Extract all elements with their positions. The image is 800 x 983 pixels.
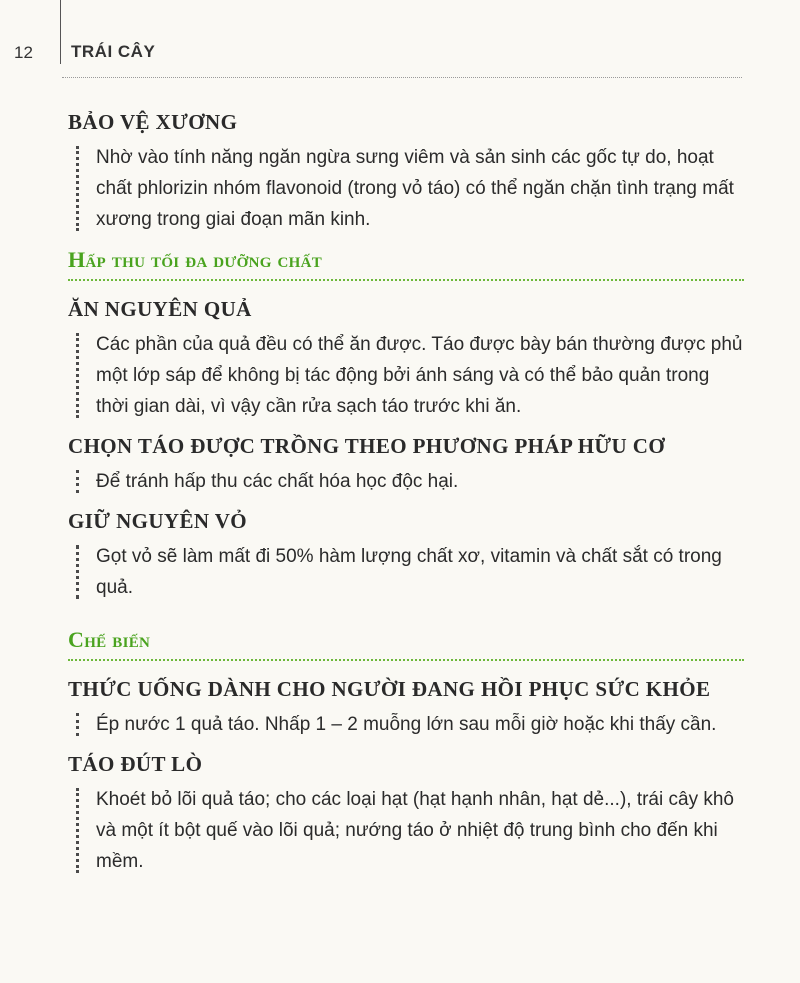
section-title-hap-thu: Hấp thu tối đa dưỡng chất <box>68 247 323 272</box>
paragraph-text: Gọt vỏ sẽ làm mất đi 50% hàm lượng chất xơ, vitamin và chất sắt có trong quả. <box>96 546 722 598</box>
running-title: TRÁI CÂY <box>71 42 156 61</box>
paragraph-giu-nguyen-vo <box>96 541 744 603</box>
paragraph-text: Ép nước 1 quả táo. Nhấp 1 – 2 muỗng lớn sau mỗi giờ hoặc khi thấy cần. <box>96 714 717 735</box>
paragraph-text: Để tránh hấp thu các chất hóa học độc hại. <box>96 471 459 492</box>
paragraph-tao-dut-lo <box>96 784 744 877</box>
paragraph-text: Các phần của quả đều có thể ăn được. Táo được bày bán thường được phủ một lớp sáp để không bị tác động bởi ánh sáng và có thể bảo quản trong thời gian dài, vì vậy cần rửa sạch táo trước khi ăn. <box>96 334 743 417</box>
header-rule <box>62 77 742 78</box>
paragraph-thuc-uong <box>96 709 744 740</box>
paragraph-bao-ve-xuong <box>96 142 744 235</box>
section-title-che-bien: Chế biến <box>68 627 151 652</box>
subhead-an-nguyen-qua: ĂN NGUYÊN QUẢ <box>68 297 252 321</box>
paragraph-an-nguyen-qua <box>96 329 744 422</box>
paragraph-text: Khoét bỏ lõi quả táo; cho các loại hạt (hạt hạnh nhân, hạt dẻ...), trái cây khô và một ít bột quế vào lõi quả; nướng táo ở nhiệt độ trung bình cho đến khi mềm. <box>96 789 734 872</box>
subhead-giu-nguyen-vo: GIỮ NGUYÊN VỎ <box>68 509 248 533</box>
page-content <box>68 108 744 877</box>
subhead-thuc-uong: THỨC UỐNG DÀNH CHO NGƯỜI ĐANG HỒI PHỤC SỨC KHỎE <box>68 677 711 701</box>
paragraph-chon-tao <box>96 466 744 497</box>
page-number: 12 <box>14 43 33 62</box>
subhead-tao-dut-lo: TÁO ĐÚT LÒ <box>68 752 203 776</box>
subhead-bao-ve-xuong: BẢO VỆ XƯƠNG <box>68 110 238 134</box>
subhead-chon-tao: CHỌN TÁO ĐƯỢC TRỒNG THEO PHƯƠNG PHÁP HỮU CƠ <box>68 434 666 458</box>
paragraph-text: Nhờ vào tính năng ngăn ngừa sưng viêm và sản sinh các gốc tự do, hoạt chất phlorizin nhóm flavonoid (trong vỏ táo) có thể ngăn chặn tình trạng mất xương trong giai đoạn mãn kinh. <box>96 147 734 230</box>
header-divider-line <box>60 0 61 64</box>
